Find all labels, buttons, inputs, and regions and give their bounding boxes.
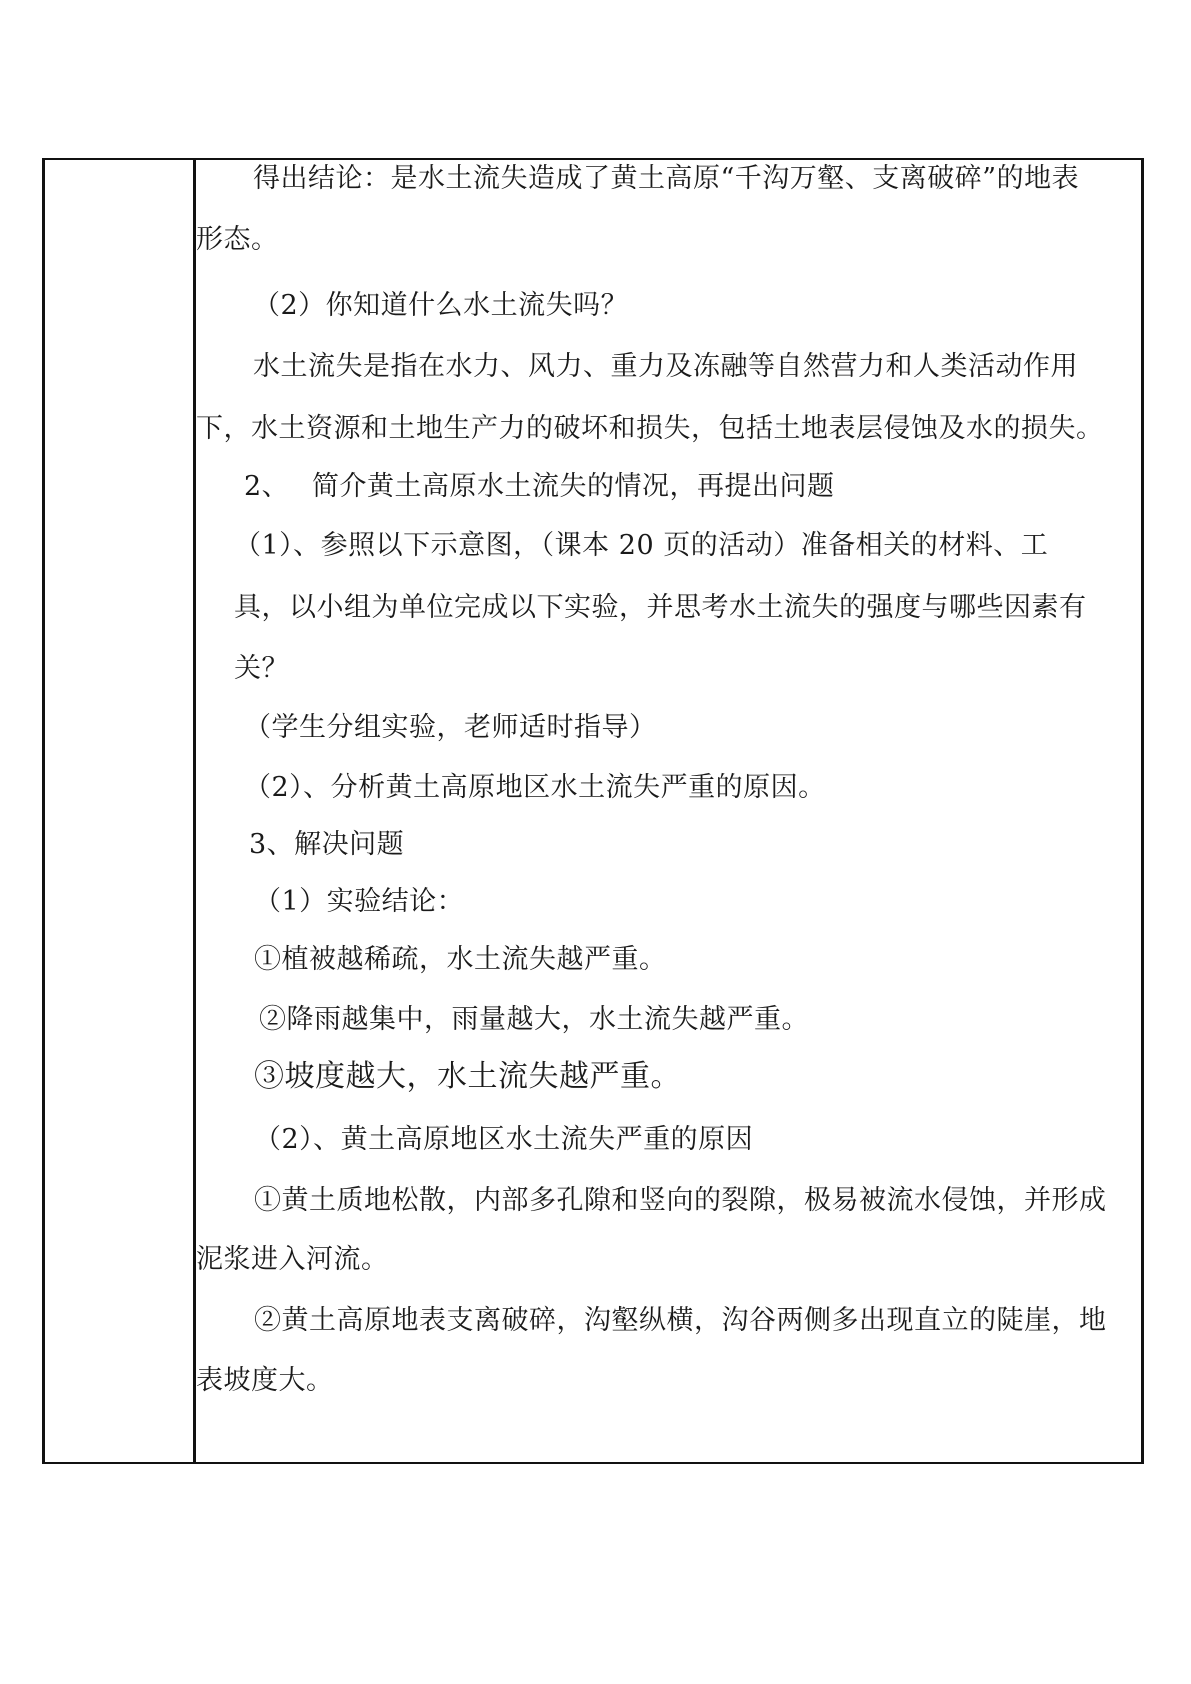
list-number: 2、 xyxy=(244,471,290,502)
text-line: 形态。 xyxy=(196,224,279,255)
text-line: 泥浆进入河流。 xyxy=(196,1244,389,1275)
text-line: 水土流失是指在水力、风力、重力及冻融等自然营力和人类活动作用 xyxy=(253,351,1078,382)
document-table xyxy=(42,158,1144,1464)
text-line: （2）你知道什么水土流失吗？ xyxy=(253,290,629,321)
text-line: 简介黄土高原水土流失的情况，再提出问题 xyxy=(312,471,835,502)
text-line: ③坡度越大，水土流失越严重。 xyxy=(254,1059,681,1094)
text-line: 具，以小组为单位完成以下实验，并思考水土流失的强度与哪些因素有 xyxy=(234,592,1087,623)
text-line: 表坡度大。 xyxy=(196,1365,334,1396)
left-empty-cell xyxy=(45,160,193,1462)
text-line: （2）、黄土高原地区水土流失严重的原因 xyxy=(254,1124,754,1155)
content-cell xyxy=(196,160,1141,1462)
text-line: ①黄土质地松散，内部多孔隙和竖向的裂隙，极易被流水侵蚀，并形成 xyxy=(254,1185,1107,1216)
text-line: 3、解决问题 xyxy=(249,829,405,860)
text-line: ②黄土高原地表支离破碎，沟壑纵横，沟谷两侧多出现直立的陡崖，地 xyxy=(254,1305,1107,1336)
text-line: ②降雨越集中，雨量越大，水土流失越严重。 xyxy=(259,1004,809,1035)
text-line: （1）、参照以下示意图，（课本 20 页的活动）准备相关的材料、工 xyxy=(234,530,1049,561)
text-line: 下，水土资源和土地生产力的破坏和损失，包括土地表层侵蚀及水的损失。 xyxy=(196,413,1104,444)
text-line: 关？ xyxy=(234,653,289,684)
text-line: 得出结论：是水土流失造成了黄土高原“千沟万壑、支离破碎”的地表 xyxy=(253,163,1080,194)
text-line: ①植被越稀疏，水土流失越严重。 xyxy=(254,944,667,975)
text-line: （1）实验结论： xyxy=(254,886,465,917)
text-line: （2）、分析黄土高原地区水土流失严重的原因。 xyxy=(244,772,826,803)
text-line: （学生分组实验，老师适时指导） xyxy=(244,712,657,743)
